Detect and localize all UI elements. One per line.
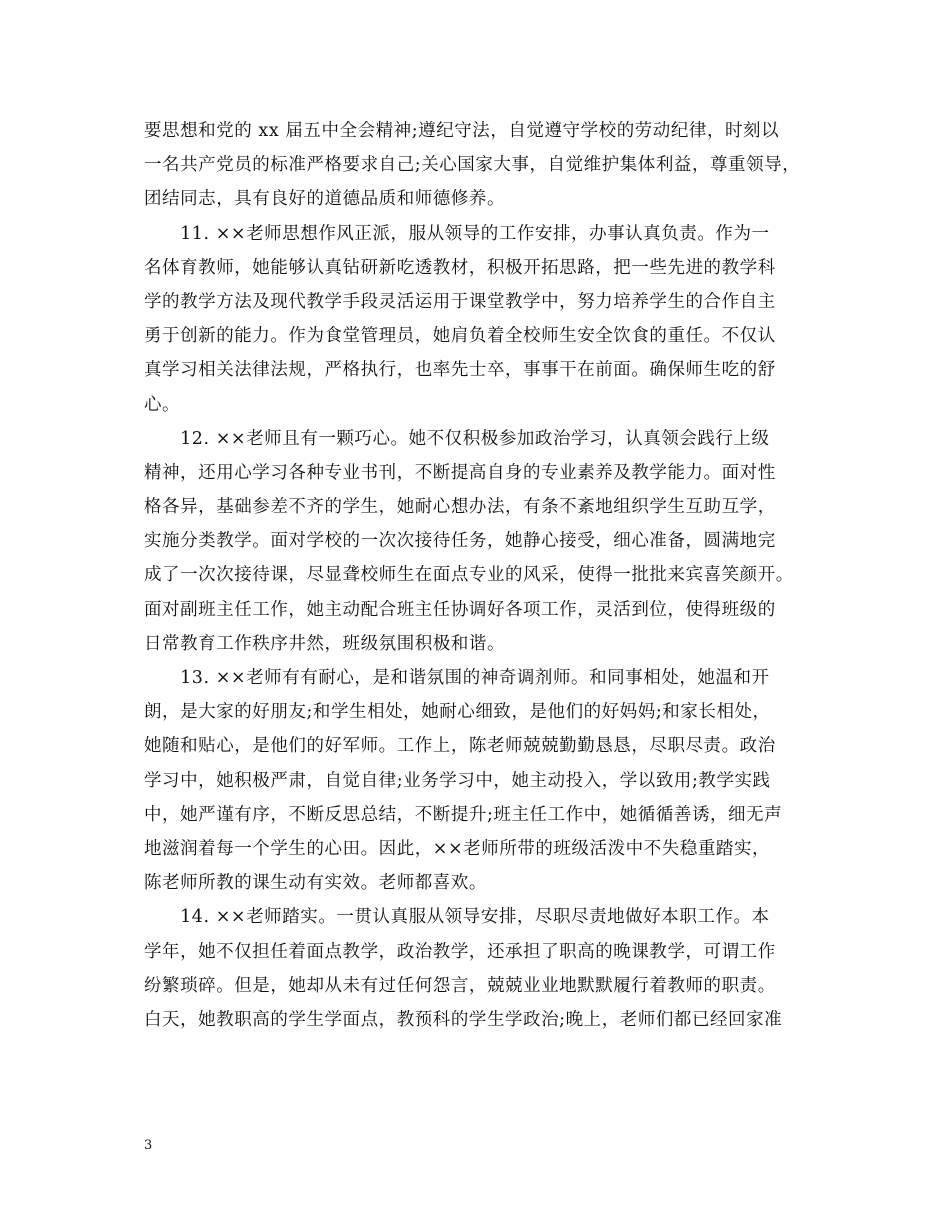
text-line: 她随和贴心，是他们的好军师。工作上，陈老师兢兢勤勤恳恳，尽职尽责。政治 <box>144 736 776 757</box>
text-line: 名体育教师，她能够认真钻研新吃透教材，积极开拓思路，把一些先进的教学科 <box>144 257 776 278</box>
text-line: 朗，是大家的好朋友;和学生相处，她耐心细致，是他们的好妈妈;和家长相处， <box>144 702 771 723</box>
text-line: 11. ××老师思想作风正派，服从领导的工作安排，办事认真负责。作为一 <box>144 223 770 244</box>
text-line: 14. ××老师踏实。一贯认真服从领导安排，尽职尽责地做好本职工作。本 <box>144 907 770 928</box>
text-line: 学年，她不仅担任着面点教学，政治教学，还承担了职高的晚课教学，可谓工作 <box>144 941 776 962</box>
text-line: 团结同志，具有良好的道德品质和师德修养。 <box>144 189 505 210</box>
text-line: 格各异，基础参差不齐的学生，她耐心想办法，有条不紊地组织学生互助互学， <box>144 497 776 518</box>
text-line: 地滋润着每一个学生的心田。因此，××老师所带的班级活泼中不失稳重踏实， <box>144 838 771 859</box>
text-line: 日常教育工作秩序井然，班级氛围积极和谐。 <box>144 633 505 654</box>
text-line: 学的教学方法及现代教学手段灵活运用于课堂教学中，努力培养学生的合作自主 <box>144 291 776 312</box>
text-line: 心。 <box>144 394 181 415</box>
text-line: 勇于创新的能力。作为食堂管理员，她肩负着全校师生安全饮食的重任。不仅认 <box>144 326 776 347</box>
text-line: 学习中，她积极严肃，自觉自律;业务学习中，她主动投入，学以致用;教学实践 <box>144 770 771 791</box>
text-line: 13. ××老师有有耐心，是和谐氛围的神奇调剂师。和同事相处，她温和开 <box>144 668 770 688</box>
text-line: 实施分类教学。面对学校的一次次接待任务，她静心接受，细心准备，圆满地完 <box>144 531 776 552</box>
text-line: 纷繁琐碎。但是，她却从未有过任何怨言，兢兢业业地默默履行着教师的职责。 <box>144 975 776 996</box>
text-line: 陈老师所教的课生动有实效。老师都喜欢。 <box>144 873 487 894</box>
text-line: 精神，还用心学习各种专业书刊，不断提高自身的专业素养及教学能力。面对性 <box>144 462 776 483</box>
text-line: 12. ××老师且有一颗巧心。她不仅积极参加政治学习，认真领会践行上级 <box>144 428 770 449</box>
text-line: 成了一次次接待课，尽显聋校师生在面点专业的风采，使得一批批来宾喜笑颜开。 <box>144 565 794 586</box>
text-line: 一名共产党员的标准严格要求自己;关心国家大事，自觉维护集体利益，尊重领导， <box>144 155 801 176</box>
text-line: 面对副班主任工作，她主动配合班主任协调好各项工作，灵活到位，使得班级的 <box>144 599 776 620</box>
page-number: 3 <box>144 1138 153 1153</box>
text-line: 白天，她教职高的学生学面点，教预科的学生学政治;晚上，老师们都已经回家准 <box>144 1009 783 1030</box>
body-text <box>144 114 824 1037</box>
text-line: 真学习相关法律法规，严格执行，也率先士卒，事事干在前面。确保师生吃的舒 <box>144 360 776 381</box>
text-line: 要思想和党的 xx 届五中全会精神;遵纪守法，自觉遵守学校的劳动纪律，时刻以 <box>144 121 780 141</box>
text-line: 中，她严谨有序，不断反思总结，不断提升;班主任工作中，她循循善诱，细无声 <box>144 804 783 825</box>
